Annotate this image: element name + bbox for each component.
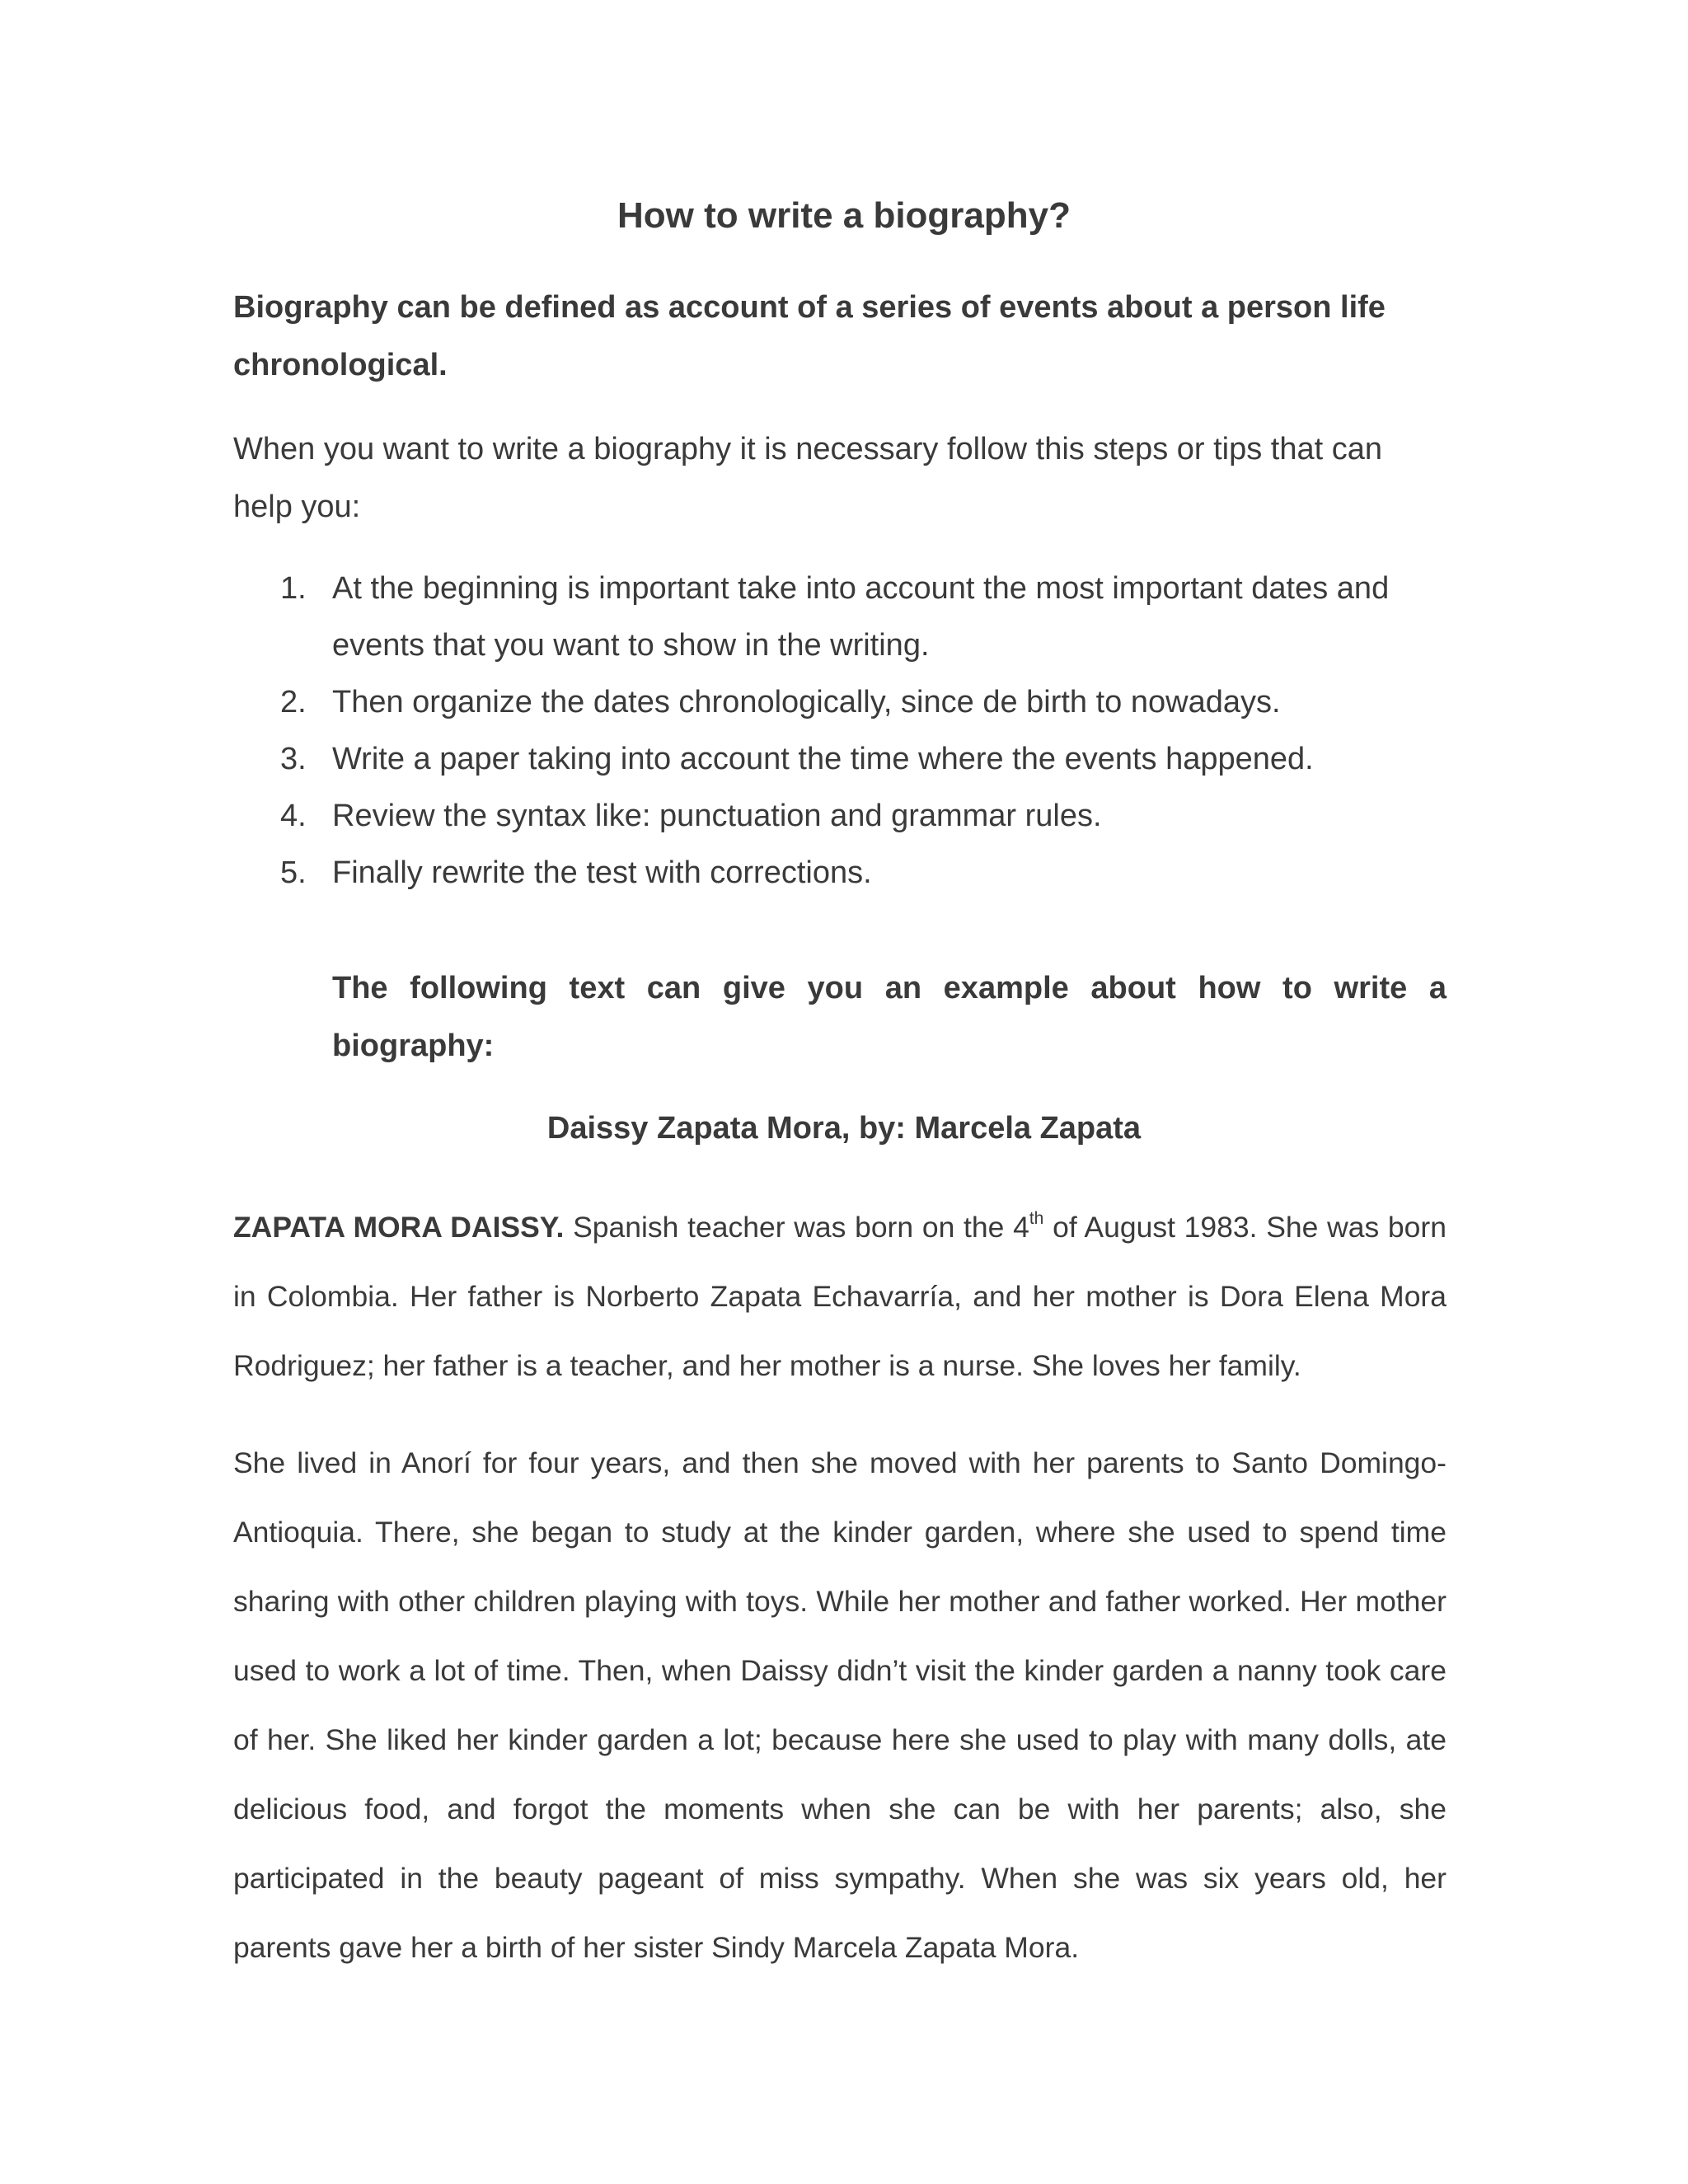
ordinal-suffix: th bbox=[1029, 1209, 1044, 1228]
list-item-text: At the beginning is important take into account the most important dates and events that you want to show in the writing. bbox=[332, 571, 1390, 663]
list-item-number: 4. bbox=[280, 799, 307, 833]
intro-paragraph: When you want to write a biography it is necessary follow this steps or tips that can help you: bbox=[233, 432, 1382, 524]
biography-text: of August 1983. She was born in Colombia. Her father is Norberto Zapata Echavarría, and her mother is Dora Elena Mora Rodriguez; her father is a teacher, and her mother is a nurse. She loves her family. bbox=[233, 1211, 1447, 1382]
biography-text: Spanish teacher was born on the 4 bbox=[564, 1211, 1029, 1244]
biography-subject-name: ZAPATA MORA DAISSY. bbox=[233, 1211, 565, 1244]
list-item-number: 3. bbox=[280, 742, 307, 776]
list-item bbox=[233, 788, 1447, 845]
list-item-number: 1. bbox=[280, 571, 307, 606]
list-item bbox=[233, 674, 1447, 731]
list-item-number: 2. bbox=[280, 685, 307, 719]
list-item-text: Review the syntax like: punctuation and grammar rules. bbox=[332, 799, 1102, 833]
steps-list bbox=[233, 560, 1447, 902]
list-item-text: Then organize the dates chronologically, since de birth to nowadays. bbox=[332, 685, 1281, 719]
list-item bbox=[233, 731, 1447, 788]
page-title: How to write a biography? bbox=[617, 195, 1071, 236]
biography-paragraph-2: She lived in Anorí for four years, and then she moved with her parents to Santo Domingo-Antioquia. There, she began to study at the kinder garden, where she used to spend time sharing with other children playing with toys. While her mother and father worked. Her mother used to work a lot of time. Then, when Daissy didn’t visit the kinder garden a nanny took care of her. She liked her kinder garden a lot; because here she used to play with many dolls, ate delicious food, and forgot the moments when she can be with her parents; also, she participated in the beauty pageant of miss sympathy. When she was six years old, her parents gave her a birth of her sister Sindy Marcela Zapata Mora. bbox=[233, 1446, 1447, 1964]
example-intro-heading: The following text can give you an example about how to write a biography: bbox=[332, 971, 1447, 1063]
biography-paragraph-1 bbox=[233, 1193, 1447, 1400]
list-item bbox=[233, 845, 1447, 902]
definition-paragraph: Biography can be defined as account of a series of events about a person life chronological. bbox=[233, 290, 1386, 382]
list-item-text: Write a paper taking into account the time where the events happened. bbox=[332, 742, 1314, 776]
list-item-text: Finally rewrite the test with corrections. bbox=[332, 855, 872, 890]
biography-byline: Daissy Zapata Mora, by: Marcela Zapata bbox=[546, 1111, 1142, 1146]
list-item bbox=[233, 560, 1447, 674]
list-item-number: 5. bbox=[280, 855, 307, 890]
